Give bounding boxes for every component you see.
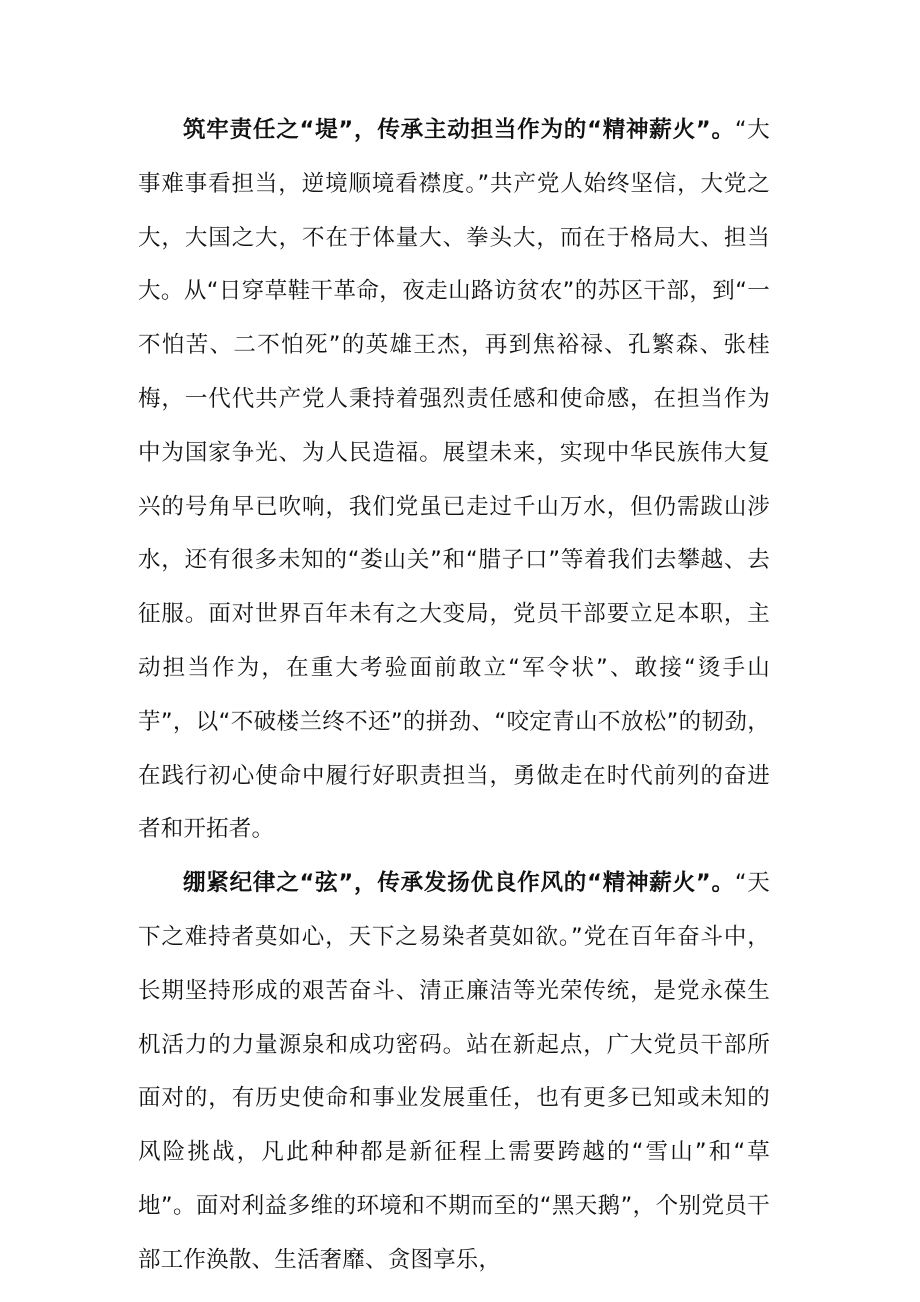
paragraph-lead-heading: 筑牢责任之“堤”，传承主动担当作为的“精神薪火”。	[183, 117, 735, 143]
paragraph-body-text: “天下之难持者莫如心，天下之易染者莫如欲。”党在百年奋斗中，长期坚持形成的艰苦奋斗、清正廉洁等光荣传统，是党永葆生机活力的力量源泉和成功密码。站在新起点，广大党员干部所面对的，有历史使命和事业发展重任，也有更多已知或未知的风险挑战，凡此种种都是新征程上需要跨越的“雪山”和“草地”。面对利益多维的环境和不期而至的“黑天鹅”，个别党员干部工作涣散、生活奢靡、贪图享乐，	[138, 870, 770, 1273]
paragraph-responsibility	[138, 104, 770, 857]
paragraph-discipline	[138, 857, 770, 1287]
document-body	[138, 104, 770, 1288]
paragraph-body-text: “大事难事看担当，逆境顺境看襟度。”共产党人始终坚信，大党之大，大国之大，不在于体量大、拳头大，而在于格局大、担当大。从“日穿草鞋干革命，夜走山路访贫农”的苏区干部，到“一不怕苦、二不怕死”的英雄王杰，再到焦裕禄、孔繁森、张桂梅，一代代共产党人秉持着强烈责任感和使命感，在担当作为中为国家争光、为人民造福。展望未来，实现中华民族伟大复兴的号角早已吹响，我们党虽已走过千山万水，但仍需跋山涉水，还有很多未知的“娄山关”和“腊子口”等着我们去攀越、去征服。面对世界百年未有之大变局，党员干部要立足本职，主动担当作为，在重大考验面前敢立“军令状”、敢接“烫手山芋”，以“不破楼兰终不还”的拼劲、“咬定青山不放松”的韧劲，在践行初心使命中履行好职责担当，勇做走在时代前列的奋进者和开拓者。	[138, 117, 770, 843]
paragraph-lead-heading: 绷紧纪律之“弦”，传承发扬优良作风的“精神薪火”。	[183, 870, 735, 897]
